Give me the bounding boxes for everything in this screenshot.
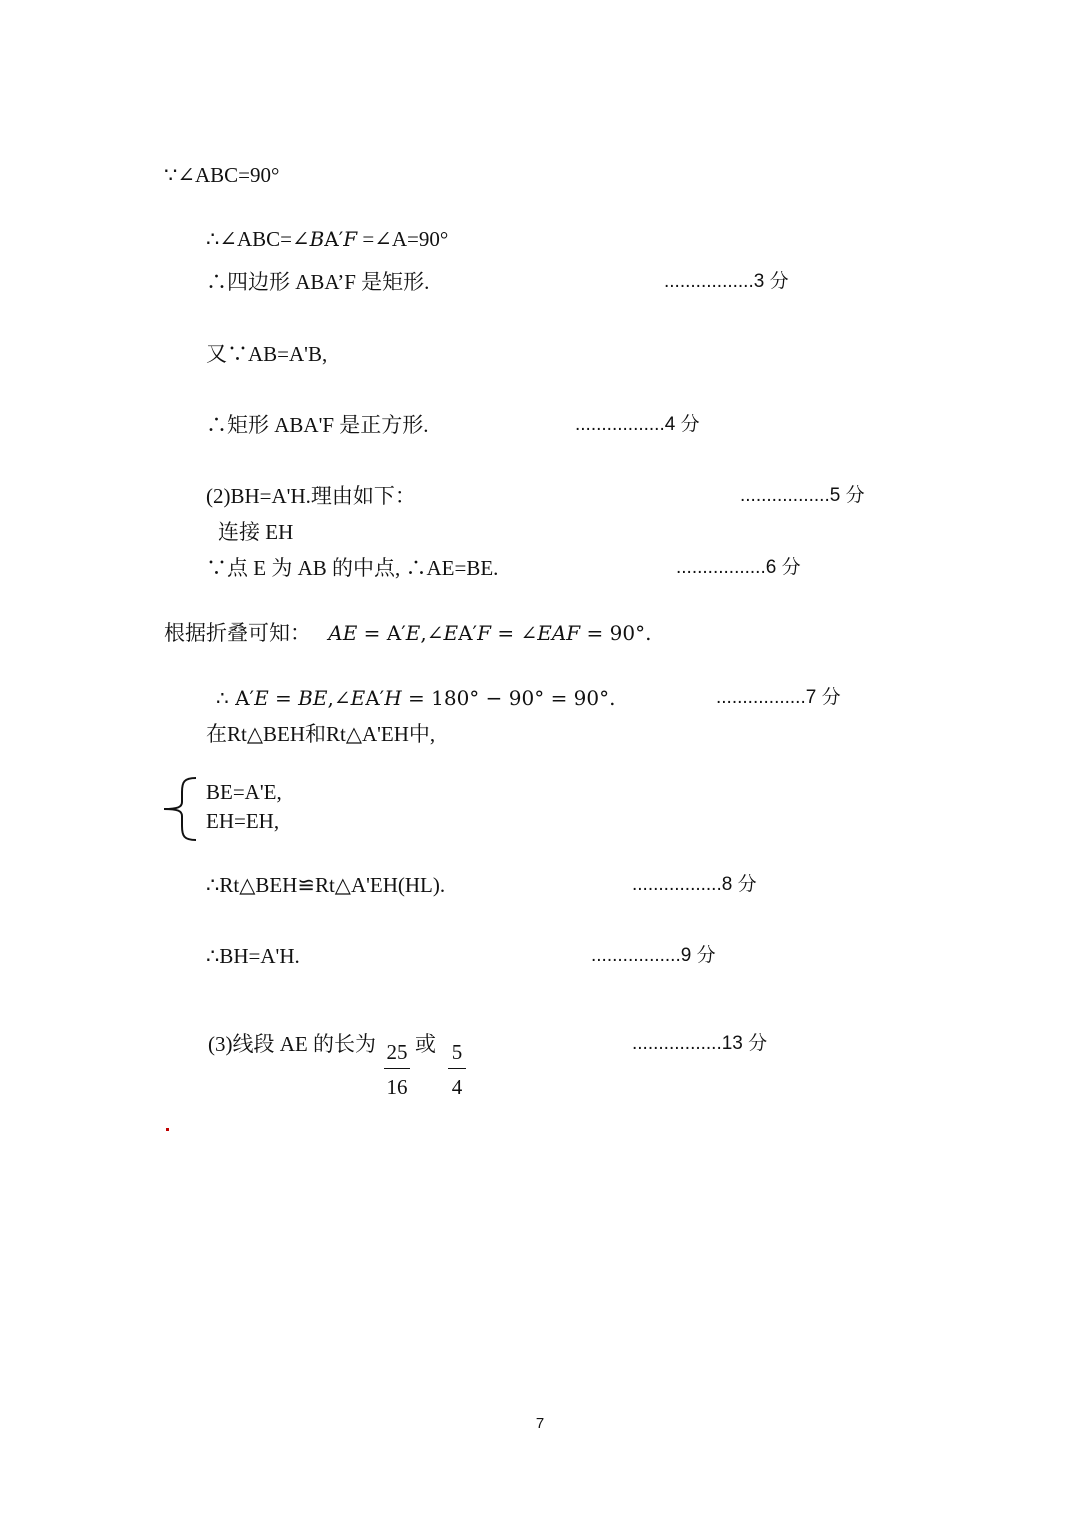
statement-angles-equal	[206, 226, 448, 252]
score-4: .................4 分	[575, 414, 700, 435]
math-op: = ∠	[490, 621, 538, 645]
statement-connect-eh: 连接 EH	[218, 520, 294, 544]
text-segment: 根据折叠可知：	[164, 621, 311, 645]
math-var: E	[443, 621, 459, 645]
math-op: ,∠	[420, 621, 444, 645]
statement-square: ∴矩形 ABA'F 是正方形.	[206, 413, 429, 437]
statement-conclusion: ∴BH=A'H.	[206, 944, 300, 968]
left-brace-icon	[160, 776, 200, 842]
math-var: A′	[324, 227, 344, 251]
condition-be: BE=A'E,	[206, 780, 282, 804]
statement-ab-equal: 又∵AB=A'B,	[206, 342, 328, 366]
math-var: BE	[298, 686, 328, 710]
math-var: H	[384, 686, 402, 710]
math-var: A′	[458, 621, 478, 645]
math-op: = 180° − 90° = 90°.	[401, 686, 616, 710]
math-op: = 90°.	[580, 621, 652, 645]
fraction-5-4	[448, 1040, 466, 1099]
math-op: =	[268, 686, 299, 710]
math-var: B	[309, 227, 325, 251]
statement-midpoint: ∵点 E 为 AB 的中点, ∴AE=BE.	[206, 556, 499, 580]
math-op: ∴ A′	[216, 686, 255, 710]
fraction-25-16	[384, 1040, 410, 1099]
math-var: E	[254, 686, 269, 710]
statement-folding	[164, 620, 651, 646]
fraction-numerator: 25	[386, 1040, 408, 1064]
condition-eh: EH=EH,	[206, 809, 280, 833]
page-number: 7	[535, 1415, 545, 1432]
text-segment: ∴∠ABC=∠	[206, 227, 310, 251]
math-var: E	[405, 621, 421, 645]
statement-rectangle: ∴四边形 ABA’F 是矩形.	[206, 270, 430, 294]
fraction-denominator: 16	[386, 1075, 408, 1099]
score-13: .................13 分	[632, 1033, 768, 1054]
fraction-denominator: 4	[451, 1075, 463, 1099]
math-var: F	[477, 621, 491, 645]
part3-answer: (3)线段 AE 的长为	[208, 1032, 376, 1056]
score-3: .................3 分	[664, 271, 789, 292]
score-9: .................9 分	[591, 945, 716, 966]
statement-right-angle	[216, 685, 616, 711]
score-6: .................6 分	[676, 557, 801, 578]
text-segment: =∠A=90°	[357, 227, 449, 251]
math-op: = A′	[357, 621, 406, 645]
fraction-numerator: 5	[451, 1040, 463, 1064]
part2-heading: (2)BH=A'H.理由如下：	[206, 484, 416, 508]
statement-triangles: 在Rt△BEH和Rt△A'EH中,	[206, 722, 436, 746]
math-var: E	[350, 686, 366, 710]
statement-angle-abc: ∵∠ABC=90°	[164, 163, 280, 187]
fraction-bar	[384, 1068, 410, 1069]
score-8: .................8 分	[632, 874, 757, 895]
math-var: F	[343, 227, 358, 251]
score-5: .................5 分	[740, 485, 865, 506]
statement-congruent: ∴Rt△BEH≌Rt△A'EH(HL).	[206, 873, 446, 897]
score-7: .................7 分	[716, 687, 841, 708]
or-word: 或	[415, 1032, 436, 1056]
math-var: EAF	[537, 621, 581, 645]
red-dot-mark	[166, 1128, 169, 1131]
fraction-bar	[448, 1068, 466, 1069]
math-var: AE	[328, 621, 358, 645]
math-op: ,∠	[327, 686, 351, 710]
math-var: A′	[365, 686, 385, 710]
